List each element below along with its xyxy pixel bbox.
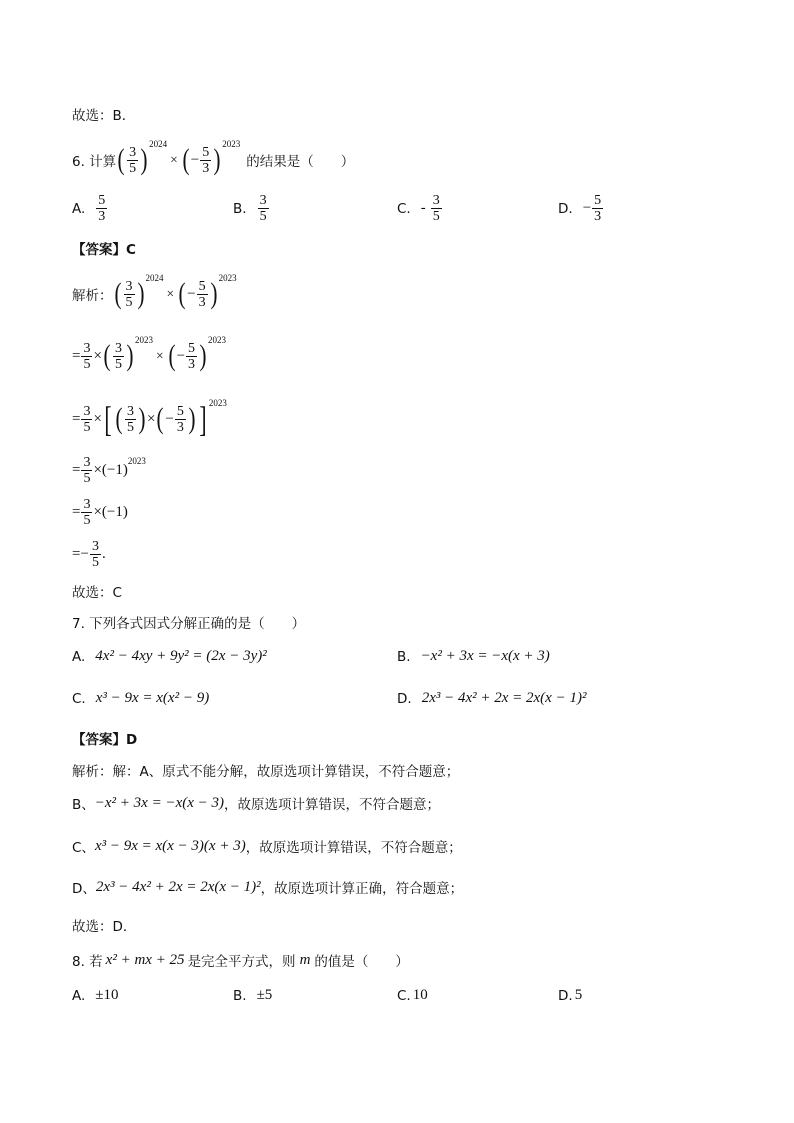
- fraction: $\frac{5}{3}$: [202, 144, 210, 176]
- q6-answer: [72, 238, 136, 258]
- fraction: $\frac{5}{3}$: [198, 278, 206, 310]
- option-label: A.: [72, 648, 86, 665]
- exponent: 2023: [222, 139, 241, 149]
- answer-tag: 【答案】C: [72, 242, 136, 258]
- minus-sign: −: [165, 410, 174, 427]
- q8-option-a[interactable]: [72, 987, 119, 1004]
- q6-analysis-step-3: [72, 452, 146, 488]
- equals-sign: =: [72, 461, 81, 478]
- q6-suffix: 的结果是（ ）: [246, 154, 355, 170]
- option-value: 5: [574, 987, 583, 1003]
- fraction: $\frac{3}{5}$: [83, 454, 91, 486]
- fraction: $\frac{5}{3}$: [188, 340, 196, 372]
- option-label: B.: [397, 648, 411, 665]
- option-label: A.: [72, 200, 86, 217]
- q6-stem: [72, 138, 354, 182]
- paren-left: (: [115, 402, 123, 435]
- option-sign: -: [420, 200, 426, 216]
- minus-sign: −: [187, 285, 196, 302]
- exponent: 2023: [127, 456, 146, 466]
- q7-analysis-c: [72, 836, 462, 856]
- q6-analysis-step-4: [72, 494, 128, 530]
- option-expr: 4x² − 4xy + 9y² = (2x − 3y)²: [95, 648, 267, 664]
- analysis-expr: x³ − 9x = x(x − 3)(x + 3): [94, 837, 246, 854]
- paren-right: ): [213, 143, 221, 176]
- fraction: $\frac{3}{5}$: [83, 403, 91, 435]
- fraction: $\frac{3}{5}$: [114, 340, 122, 372]
- option-label: B.: [233, 987, 247, 1004]
- q6-analysis-step-5: [72, 536, 106, 572]
- analysis-suffix: ，故原选项计算错误，不符合题意；: [224, 797, 440, 813]
- fraction: $\frac{3}{5}$: [83, 496, 91, 528]
- paren-left: (: [182, 143, 190, 176]
- q8-option-c[interactable]: [397, 987, 428, 1004]
- equals-sign: =: [72, 503, 81, 520]
- step-tail: ×(−1): [93, 461, 128, 478]
- step-tail: ×(−1): [93, 503, 128, 520]
- q6-analysis-step-0: [72, 272, 237, 316]
- q8-suffix: 的值是（ ）: [314, 954, 409, 970]
- equals-sign: =: [72, 545, 81, 562]
- analysis-expr: 2x³ − 4x² + 2x = 2x(x − 1)²: [95, 878, 261, 895]
- q7-stem-text: 7. 下列各式因式分解正确的是（ ）: [72, 616, 306, 632]
- q7-analysis-b: [72, 793, 440, 813]
- period: .: [101, 545, 106, 562]
- exponent: 2023: [208, 398, 227, 408]
- q6-option-b[interactable]: [233, 193, 270, 224]
- paren-right: ): [199, 339, 207, 372]
- q7-analysis-a: [72, 760, 459, 780]
- option-label: B.: [233, 200, 247, 217]
- fraction: $\frac{5}{3}$: [98, 193, 106, 224]
- fraction: $\frac{3}{5}$: [259, 193, 267, 224]
- minus-sign: −: [190, 151, 200, 168]
- q6-analysis-step-1: [72, 334, 226, 378]
- q6-option-d[interactable]: [558, 193, 604, 224]
- exponent: 2023: [208, 335, 227, 345]
- analysis-a-text: 解析：解：A、原式不能分解，故原选项计算错误，不符合题意；: [72, 764, 460, 780]
- exponent: 2023: [218, 273, 237, 283]
- equals-sign: =: [72, 410, 81, 427]
- q6-option-a[interactable]: [72, 193, 108, 224]
- option-label: C.: [397, 987, 411, 1004]
- fraction: $\frac{3}{5}$: [91, 538, 99, 570]
- q8-option-b[interactable]: [233, 987, 272, 1004]
- answer-tag: 【答案】D: [72, 732, 138, 748]
- paren-left: (: [156, 402, 164, 435]
- q8-stem: [72, 950, 409, 970]
- paren-right: ): [137, 277, 144, 310]
- option-expr: −x² + 3x = −x(x + 3): [420, 648, 550, 664]
- choose-d-line: [72, 915, 136, 935]
- choose-b-line: [72, 104, 135, 124]
- paren-right: ): [210, 277, 218, 310]
- times-sign: ×: [146, 410, 156, 427]
- q8-prefix: 8. 若: [72, 954, 103, 970]
- analysis-suffix: ，故原选项计算正确，符合题意；: [260, 881, 464, 897]
- q7-option-a[interactable]: [72, 648, 267, 665]
- q7-option-b[interactable]: [397, 648, 550, 665]
- paren-right: ): [188, 402, 196, 435]
- option-label: D.: [558, 987, 573, 1004]
- minus-sign: −: [176, 347, 186, 364]
- paren-left: (: [168, 339, 176, 372]
- option-value: ±10: [95, 987, 119, 1003]
- exponent: 2024: [145, 273, 164, 283]
- paren-right: ): [138, 402, 146, 435]
- fraction: $\frac{5}{3}$: [594, 193, 602, 224]
- q6-analysis-step-2: [72, 396, 227, 442]
- exponent: 2024: [149, 139, 168, 149]
- option-label: A.: [72, 987, 86, 1004]
- option-expr: 2x³ − 4x² + 2x = 2x(x − 1)²: [421, 690, 587, 706]
- q8-middle: 是完全平方式，则: [187, 954, 296, 970]
- times-sign: ×: [93, 410, 102, 427]
- option-expr: x³ − 9x = x(x² − 9): [95, 690, 210, 706]
- fraction: $\frac{3}{5}$: [129, 144, 137, 176]
- times-sign: ×: [155, 348, 164, 363]
- paren-left: (: [117, 143, 125, 176]
- q8-var: m: [299, 951, 311, 968]
- option-value: ±5: [256, 987, 273, 1003]
- paren-left: (: [114, 277, 121, 310]
- analysis-prefix: B、: [72, 797, 95, 813]
- analysis-label: 解析：: [72, 288, 113, 304]
- paren-left: (: [103, 339, 111, 372]
- q6-option-c[interactable]: [397, 193, 443, 224]
- option-label: C.: [72, 690, 86, 707]
- exponent: 2023: [134, 335, 153, 345]
- fraction: $\frac{3}{5}$: [125, 278, 133, 310]
- paren-right: ): [140, 143, 148, 176]
- option-label: D.: [558, 200, 573, 217]
- analysis-expr: −x² + 3x = −x(x − 3): [94, 794, 224, 811]
- q7-analysis-d: [72, 877, 463, 897]
- minus-sign: −: [80, 545, 89, 562]
- q7-answer: [72, 728, 137, 748]
- q6-prefix: 6. 计算: [72, 154, 117, 170]
- q8-expr: x² + mx + 25: [105, 951, 185, 968]
- choose-c-text: 故选：C: [72, 585, 122, 601]
- choose-c-line: [72, 581, 122, 601]
- option-value: 10: [412, 987, 428, 1003]
- times-sign: ×: [93, 347, 102, 364]
- choose-d-text: 故选：D．: [72, 919, 137, 935]
- option-label: D.: [397, 690, 412, 707]
- choose-b-text: 故选：B．: [72, 108, 136, 124]
- q7-stem: [72, 612, 305, 632]
- q8-option-d[interactable]: [558, 987, 582, 1004]
- analysis-prefix: C、: [72, 840, 95, 856]
- q7-option-c[interactable]: [72, 690, 209, 707]
- fraction: $\frac{3}{5}$: [83, 340, 91, 372]
- fraction: $\frac{3}{5}$: [126, 403, 134, 435]
- times-sign: ×: [166, 286, 175, 301]
- analysis-prefix: D、: [72, 881, 96, 897]
- bracket-left: [: [104, 399, 112, 439]
- q7-option-d[interactable]: [397, 690, 586, 707]
- fraction: $\frac{5}{3}$: [176, 403, 184, 435]
- paren-left: (: [178, 277, 186, 310]
- paren-right: ): [126, 339, 134, 372]
- option-label: C.: [397, 200, 411, 217]
- times-sign: ×: [170, 152, 178, 167]
- option-sign: −: [582, 200, 592, 216]
- equals-sign: =: [72, 347, 81, 364]
- fraction: $\frac{3}{5}$: [432, 193, 440, 224]
- analysis-suffix: ，故原选项计算错误，不符合题意；: [245, 840, 462, 856]
- bracket-right: ]: [199, 399, 207, 439]
